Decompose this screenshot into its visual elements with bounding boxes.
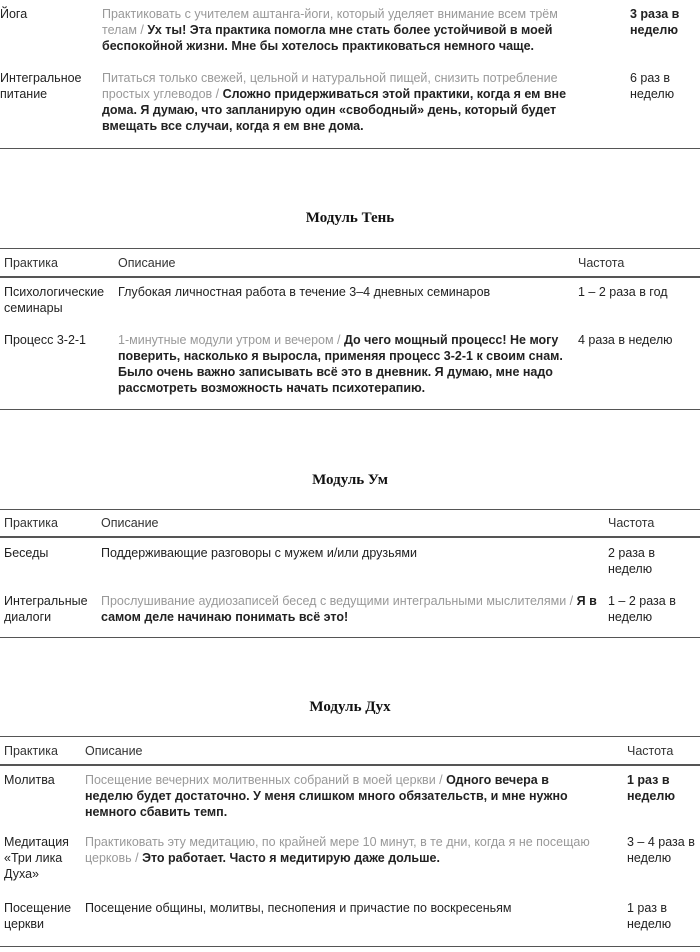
frequency-cell: 1 раз в неделю bbox=[627, 901, 672, 931]
header-description: Описание bbox=[118, 256, 176, 270]
table-row bbox=[0, 900, 700, 940]
section-title: Модуль Тень bbox=[305, 210, 395, 226]
table-header bbox=[0, 255, 700, 276]
description-comment: Я в самом деле начинаю понимать всё это! bbox=[101, 594, 597, 624]
frequency-cell: 2 раза в неделю bbox=[608, 546, 655, 576]
table-header bbox=[0, 515, 700, 536]
table-row bbox=[0, 332, 700, 408]
description-cell bbox=[101, 593, 608, 637]
description-cell bbox=[102, 70, 630, 138]
table-header bbox=[0, 743, 700, 764]
divider bbox=[0, 248, 700, 249]
header-practice: Практика bbox=[4, 256, 58, 270]
top-table bbox=[0, 6, 700, 138]
frequency-cell: 4 раза в неделю bbox=[578, 333, 673, 347]
description-cell bbox=[102, 6, 630, 70]
description-plain: Питаться только свежей, цельной и натуральной пищей, снизить потребление простых углеводов / bbox=[102, 71, 558, 101]
divider bbox=[0, 637, 700, 638]
practice-cell: Медитация «Три лика Духа» bbox=[4, 835, 69, 881]
table-row bbox=[0, 834, 700, 900]
divider bbox=[0, 148, 700, 149]
description-cell bbox=[85, 772, 627, 834]
divider bbox=[0, 946, 700, 947]
description-comment: Одного вечера в неделю будет достаточно. У меня слишком много обязательств, и мне нужно немного сбавить темп. bbox=[85, 773, 568, 819]
description-comment: Ух ты! Эта практика помогла мне стать более устойчивой в моей беспокойной жизни. Мне бы хотелось практиковаться немного чаще. bbox=[102, 23, 553, 53]
table-row bbox=[0, 284, 700, 332]
divider bbox=[0, 764, 700, 766]
practice-cell: Йога bbox=[0, 7, 28, 21]
practice-cell: Интегральные диалоги bbox=[4, 594, 88, 624]
frequency-cell: 1 – 2 раза в год bbox=[578, 285, 668, 299]
section-title: Модуль Ум bbox=[312, 472, 388, 488]
description-comment: Сложно придерживаться этой практики, когда я ем вне дома. Я думаю, что запланирую один «свободный» день, который будет вмещать все случаи, когда я ем вне дома. bbox=[102, 87, 567, 133]
divider bbox=[0, 409, 700, 410]
spirit-table bbox=[0, 743, 700, 764]
header-frequency: Частота bbox=[627, 744, 674, 758]
frequency-cell: 3 – 4 раза в неделю bbox=[627, 835, 695, 865]
description-plain: Прослушивание аудиозаписей бесед с ведущими интегральными мыслителями / bbox=[101, 594, 577, 608]
practice-cell: Молитва bbox=[4, 773, 55, 787]
practice-cell: Психологические семинары bbox=[4, 285, 105, 315]
description-plain: 1-минутные модули утром и вечером / bbox=[118, 333, 344, 347]
table-row bbox=[0, 593, 700, 637]
header-description: Описание bbox=[85, 744, 143, 758]
shadow-table bbox=[0, 255, 700, 276]
divider bbox=[0, 276, 700, 278]
shadow-table-body bbox=[0, 284, 700, 408]
description-plain: Практиковать эту медитацию, по крайней мере 10 минут, в те дни, когда я не посещаю церковь / bbox=[85, 835, 590, 865]
mind-table-body bbox=[0, 545, 700, 637]
frequency-cell: 6 раз в неделю bbox=[630, 71, 675, 101]
divider bbox=[0, 509, 700, 510]
divider bbox=[0, 736, 700, 737]
practice-cell: Беседы bbox=[4, 546, 49, 560]
header-frequency: Частота bbox=[608, 516, 655, 530]
description-cell bbox=[85, 834, 627, 900]
table-row bbox=[0, 70, 700, 138]
frequency-cell: 3 раза в неделю bbox=[630, 7, 680, 37]
section-title: Модуль Дух bbox=[309, 699, 391, 715]
description-plain: Посещение вечерних молитвенных собраний в моей церкви / bbox=[85, 773, 447, 787]
practice-cell: Процесс 3-2-1 bbox=[4, 333, 87, 347]
description-cell: Глубокая личностная работа в течение 3–4 дневных семинаров bbox=[118, 285, 491, 299]
spirit-table-body bbox=[0, 772, 700, 940]
header-description: Описание bbox=[101, 516, 159, 530]
table-row bbox=[0, 772, 700, 834]
description-comment: Это работает. Часто я медитирую даже дольше. bbox=[142, 851, 440, 865]
header-practice: Практика bbox=[4, 516, 58, 530]
table-row bbox=[0, 545, 700, 593]
frequency-cell: 1 раз в неделю bbox=[627, 773, 676, 803]
divider bbox=[0, 536, 700, 538]
description-cell bbox=[118, 332, 578, 408]
description-cell: Посещение общины, молитвы, песнопения и причастие по воскресеньям bbox=[85, 901, 512, 915]
description-cell: Поддерживающие разговоры с мужем и/или друзьями bbox=[101, 546, 417, 560]
table-row bbox=[0, 6, 700, 70]
practice-cell: Интегральное питание bbox=[0, 71, 82, 101]
description-comment: До чего мощный процесс! Не могу поверить, насколько я выросла, применяя процесс 3-2-1 к своим снам. Было очень важно записывать всё это в дневник. Я думаю, мне надо рассмотреть возможность начать психотерапию. bbox=[118, 333, 563, 395]
description-plain: Практиковать с учителем аштанга-йоги, который уделяет внимание всем трём телам / bbox=[102, 7, 558, 37]
header-practice: Практика bbox=[4, 744, 58, 758]
practice-cell: Посещение церкви bbox=[4, 901, 72, 931]
mind-table bbox=[0, 515, 700, 536]
frequency-cell: 1 – 2 раза в неделю bbox=[608, 594, 676, 624]
header-frequency: Частота bbox=[578, 256, 625, 270]
